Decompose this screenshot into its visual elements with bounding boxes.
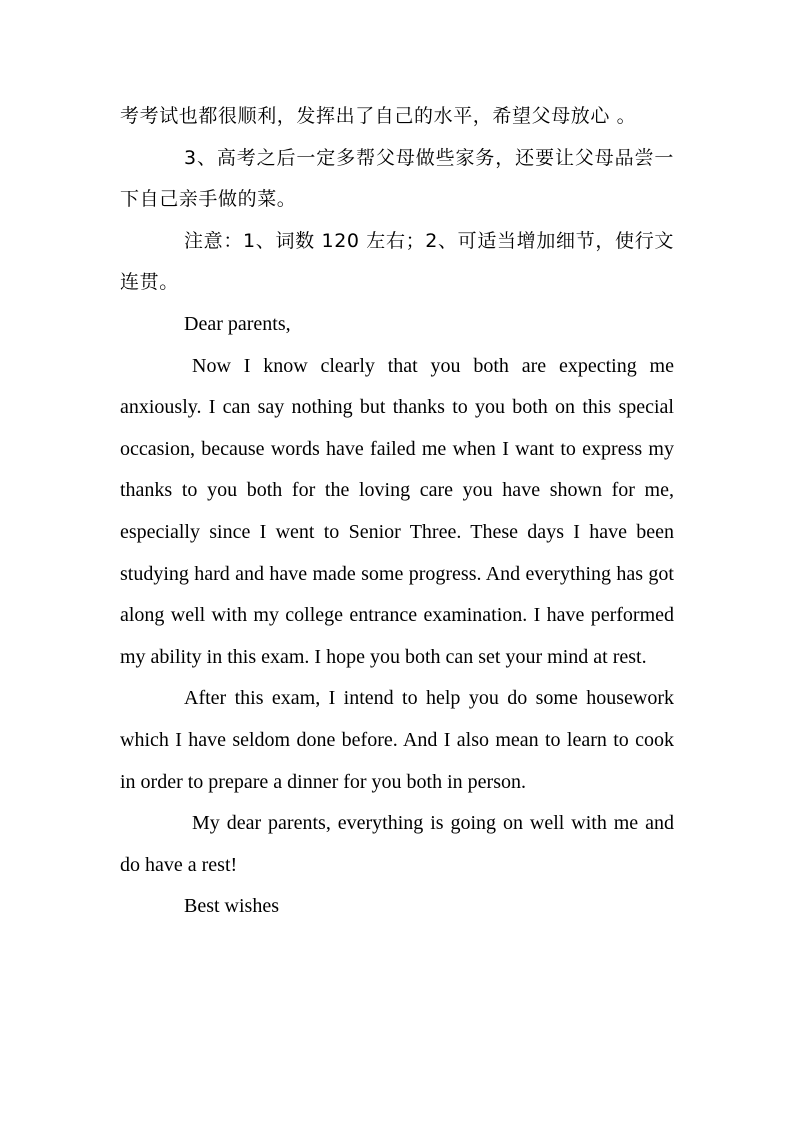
document-body	[120, 96, 674, 928]
letter-paragraph-2: After this exam, I intend to help you do some housework which I have seldom done before. And I also mean to learn to cook in order to prepare a dinner for you both in person.	[120, 687, 674, 793]
letter-paragraph-3: My dear parents, everything is going on well with me and do have a rest!	[120, 812, 674, 876]
prompt-notes: 注意：1、词数 120 左右；2、可适当增加细节，使行文连贯。	[120, 229, 674, 294]
prompt-point-3: 3、高考之后一定多帮父母做些家务，还要让父母品尝一下自己亲手做的菜。	[120, 146, 674, 211]
letter-salutation: Dear parents,	[184, 312, 291, 335]
letter-closing: Best wishes	[184, 895, 279, 918]
prompt-continuation-line: 考考试也都很顺利，发挥出了自己的水平，希望父母放心 。	[120, 105, 637, 127]
letter-paragraph-1: Now I know clearly that you both are expecting me anxiously. I can say nothing but thanks to you both on this special occasion, because words have failed me when I want to express my thanks to you both for the loving care you have shown for me, especially since I went to Senior Three. These days I have been studying hard and have made some progress. And everything has got along well with my college entrance examination. I have performed my ability in this exam. I hope you both can set your mind at rest.	[120, 354, 674, 668]
